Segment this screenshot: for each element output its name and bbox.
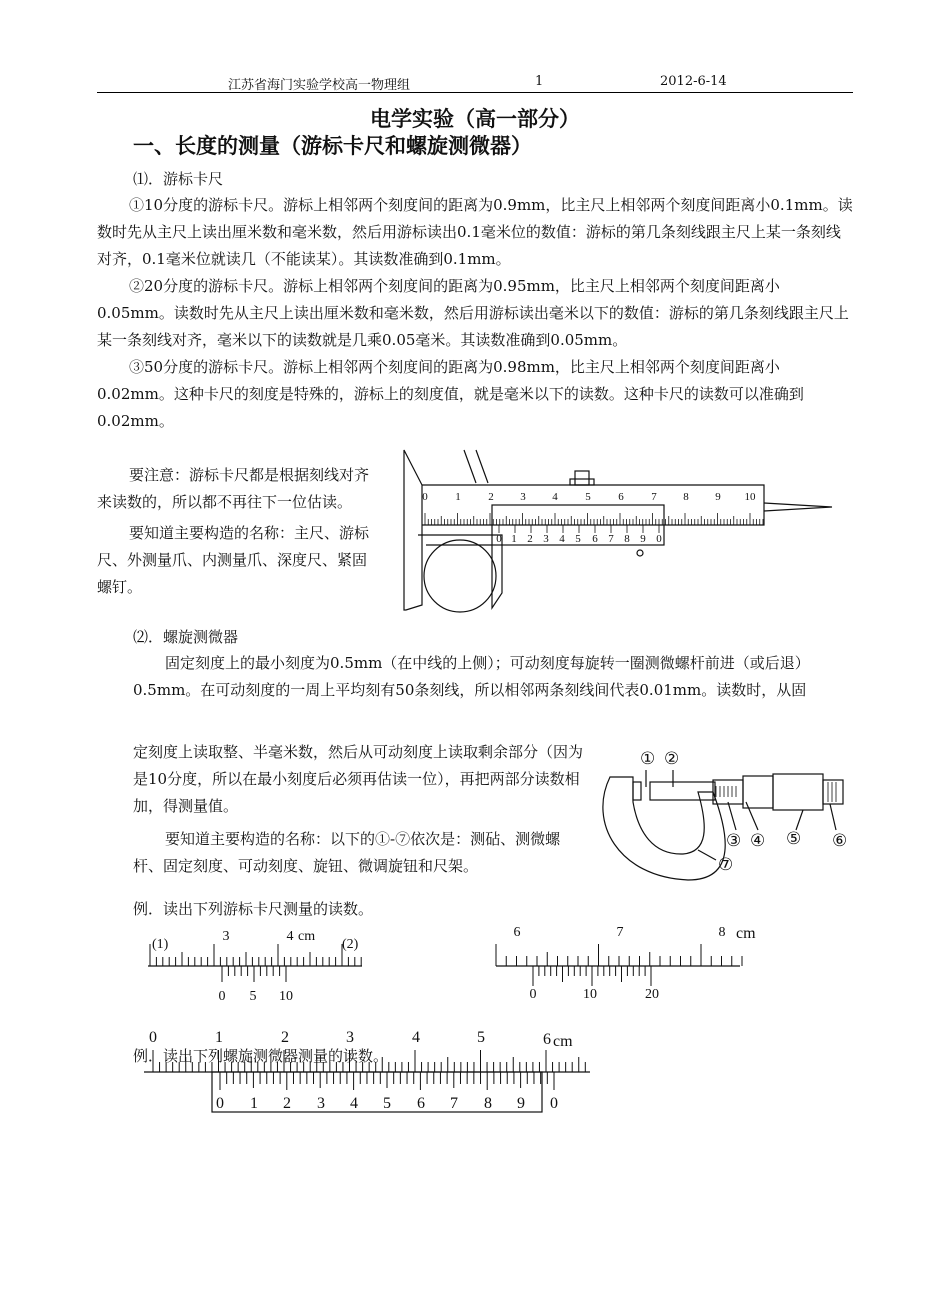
micrometer-text-side — [133, 739, 588, 880]
caliper-vernier-label: 6 — [592, 533, 598, 545]
example-2-vernier-label: 10 — [583, 987, 597, 1002]
caliper-vernier-label: 2 — [527, 533, 533, 545]
example-1-vernier-label: 5 — [249, 989, 257, 1004]
header-org: 江苏省海门实验学校高一物理组 — [228, 78, 411, 93]
leader-3 — [728, 802, 736, 830]
anvil — [633, 782, 641, 800]
caliper-vernier-label: 3 — [543, 533, 549, 545]
example-2-vernier-label: 20 — [645, 987, 659, 1002]
example-3-vernier-label: 5 — [383, 1095, 391, 1112]
micrometer-paragraph-2: 定刻度上读取整、半毫米数，然后从可动刻度上读取剩余部分（因为是10分度，所以在最小刻度后必须再估读一位），再把两部分读数相加，得测量值。 — [133, 743, 584, 815]
example-1-vernier-label: 10 — [279, 989, 293, 1004]
part-label-2: ② — [664, 749, 680, 768]
example-3-vernier-label: 8 — [484, 1095, 492, 1112]
caliper-vernier-label: 0 — [656, 533, 662, 545]
example-1-text: 例．读出下列游标卡尺测量的读数。 — [133, 900, 374, 918]
part-label-6: ⑥ — [832, 831, 848, 850]
caliper-main-label: 2 — [488, 491, 494, 503]
caliper-main-label: 0 — [422, 491, 428, 503]
example-3-main-label: 2 — [281, 1029, 289, 1046]
spindle — [650, 782, 715, 800]
vernier-note: 要注意：游标卡尺都是根据刻线对齐来读数的，所以都不再往下一位估读。 — [97, 466, 370, 511]
example-1-main-label: 3 — [222, 929, 230, 944]
caliper-main-label: 3 — [520, 491, 526, 503]
example-2-main-label: 7 — [616, 925, 624, 940]
example-3-unit: cm — [553, 1033, 573, 1050]
micrometer-frame — [603, 777, 725, 880]
example-3-vernier-label: 7 — [450, 1095, 458, 1112]
part-label-5: ⑤ — [786, 829, 802, 848]
example-2-main-label: 6 — [513, 925, 521, 940]
example-3-vernier-label: 4 — [350, 1095, 358, 1112]
caliper-vernier-label: 1 — [511, 533, 517, 545]
measured-ball — [424, 540, 496, 612]
example-3-main-label: 5 — [477, 1029, 485, 1046]
header-page-number: 1 — [535, 74, 544, 89]
vernier-paragraph-10: ①10分度的游标卡尺。游标上相邻两个刻度间的距离为0.9mm，比主尺上相邻两个刻度间距离小0.1mm。读数时先从主尺上读出厘米数和毫米数，然后用游标读出0.1毫米位的数值：游标的第几条刻线跟主尺上某一条刻线对齐，0.1毫米位就读几（不能读某）。其读数准确到0.1mm。 — [97, 196, 853, 268]
caliper-main-label: 4 — [552, 491, 558, 503]
example-3-main-label: 1 — [215, 1029, 223, 1046]
example-2-text: 例．读出下列螺旋测微器测量的读数。 — [133, 1047, 389, 1065]
example-3-vernier-label: 6 — [417, 1095, 425, 1112]
example-3-main-label: 6 — [543, 1031, 551, 1048]
page-title: 电学实验（高一部分） — [370, 107, 580, 131]
example-3-main-label: 4 — [412, 1029, 420, 1046]
example-2-unit: cm — [736, 925, 756, 942]
caliper-main-label: 10 — [744, 491, 756, 503]
caliper-main-label: 5 — [585, 491, 591, 503]
header-rule — [97, 92, 853, 93]
caliper-vernier-label: 9 — [640, 533, 646, 545]
example-3-vernier-label: 0 — [550, 1095, 558, 1112]
example-1-unit: cm — [298, 929, 316, 944]
caliper-vernier-scale-ticks — [499, 525, 659, 533]
part-label-7: ⑦ — [718, 855, 734, 874]
depth-rod — [764, 503, 832, 511]
lock-screw-base — [570, 479, 594, 485]
micrometer-paragraph-3: 要知道主要构造的名称：以下的①-⑦依次是：测砧、测微螺杆、固定刻度、可动刻度、旋钮、微调旋钮和尺架。 — [133, 830, 561, 875]
example-2-vernier — [140, 1022, 600, 1118]
example-1-tag-2-box — [338, 922, 368, 962]
micrometer-subtitle: ⑵．螺旋测微器 — [133, 628, 239, 646]
example-3-main-label: 3 — [346, 1029, 354, 1046]
vernier-text-block — [97, 192, 853, 435]
inner-jaw-moving — [476, 450, 488, 483]
caliper-vernier-label: 5 — [575, 533, 581, 545]
outer-jaw-left — [404, 450, 422, 610]
lock-screw — [575, 471, 589, 485]
caliper-vernier-label: 4 — [559, 533, 565, 545]
example-1-tag-2: (2) — [342, 937, 359, 952]
header-date: 2012-6-14 — [660, 74, 727, 89]
caliper-main-label: 7 — [651, 491, 657, 503]
micrometer-paragraph-1: 固定刻度上的最小刻度为0.5mm（在中线的上侧）；可动刻度每旋转一圈测微螺杆前进（或后退）0.5mm。在可动刻度的一周上平均刻有50条刻线，所以相邻两条刻线间代表0.01mm。读数时，从固 — [133, 654, 810, 699]
part-label-1: ① — [640, 749, 656, 768]
example-3-vernier-label: 0 — [216, 1095, 224, 1112]
caliper-vernier-label: 8 — [624, 533, 630, 545]
caliper-main-scale-ticks — [425, 513, 763, 525]
example-2-main-label: 8 — [718, 925, 726, 940]
part-label-3: ③ — [726, 831, 742, 850]
knob — [773, 774, 823, 810]
caliper-vernier-label: 7 — [608, 533, 614, 545]
example-1-main-label: 4 — [286, 929, 294, 944]
vernier-notes — [97, 462, 377, 601]
vernier-subtitle: ⑴．游标卡尺 — [133, 170, 224, 188]
inner-jaw-fixed — [464, 450, 476, 483]
leader-4 — [746, 802, 758, 830]
example-2-vernier-frame — [212, 1072, 542, 1112]
part-label-4: ④ — [750, 831, 766, 850]
example-3-vernier-label: 3 — [317, 1095, 325, 1112]
example-1-tag: (1) — [152, 937, 169, 952]
example-3-main-label: 0 — [149, 1029, 157, 1046]
example-1-vernier-label: 0 — [218, 989, 226, 1004]
caliper-main-label: 8 — [683, 491, 689, 503]
micrometer-text-top — [133, 650, 853, 704]
caliper-main-label: 6 — [618, 491, 624, 503]
leader-7 — [698, 850, 716, 860]
section-title: 一、长度的测量（游标卡尺和螺旋测微器） — [133, 134, 532, 158]
caliper-diagram — [392, 445, 840, 617]
slider-knob — [637, 550, 643, 556]
example-1-vernier-2 — [488, 918, 768, 1008]
example-3-vernier-label: 1 — [250, 1095, 258, 1112]
caliper-main-label: 1 — [455, 491, 461, 503]
caliper-main-label: 9 — [715, 491, 721, 503]
micrometer-diagram — [598, 742, 856, 884]
caliper-vernier-label: 0 — [496, 533, 502, 545]
example-3-vernier-label: 2 — [283, 1095, 291, 1112]
ratchet — [823, 780, 843, 804]
example-3-vernier-label: 9 — [517, 1095, 525, 1112]
vernier-paragraph-20: ②20分度的游标卡尺。游标上相邻两个刻度间的距离为0.95mm，比主尺上相邻两个刻度间距离小0.05mm。读数时先从主尺上读出厘米数和毫米数，然后用游标读出毫米以下的数值：游标的第几条刻线跟主尺上某一条刻线对齐，毫米以下的读数就是几乘0.05毫米。其读数准确到0.05mm。 — [97, 277, 849, 349]
thimble — [743, 776, 773, 808]
leader-6 — [830, 804, 836, 830]
example-1-vernier-1 — [140, 922, 370, 1007]
leader-5 — [796, 810, 803, 830]
vernier-parts: 要知道主要构造的名称：主尺、游标尺、外测量爪、内测量爪、深度尺、紧固螺钉。 — [97, 524, 370, 596]
vernier-paragraph-50: ③50分度的游标卡尺。游标上相邻两个刻度间的距离为0.98mm，比主尺上相邻两个刻度间距离小0.02mm。这种卡尺的刻度是特殊的，游标上的刻度值，就是毫米以下的读数。这种卡尺的读数可以准确到0.02mm。 — [97, 358, 804, 430]
example-2-vernier-label: 0 — [529, 987, 537, 1002]
